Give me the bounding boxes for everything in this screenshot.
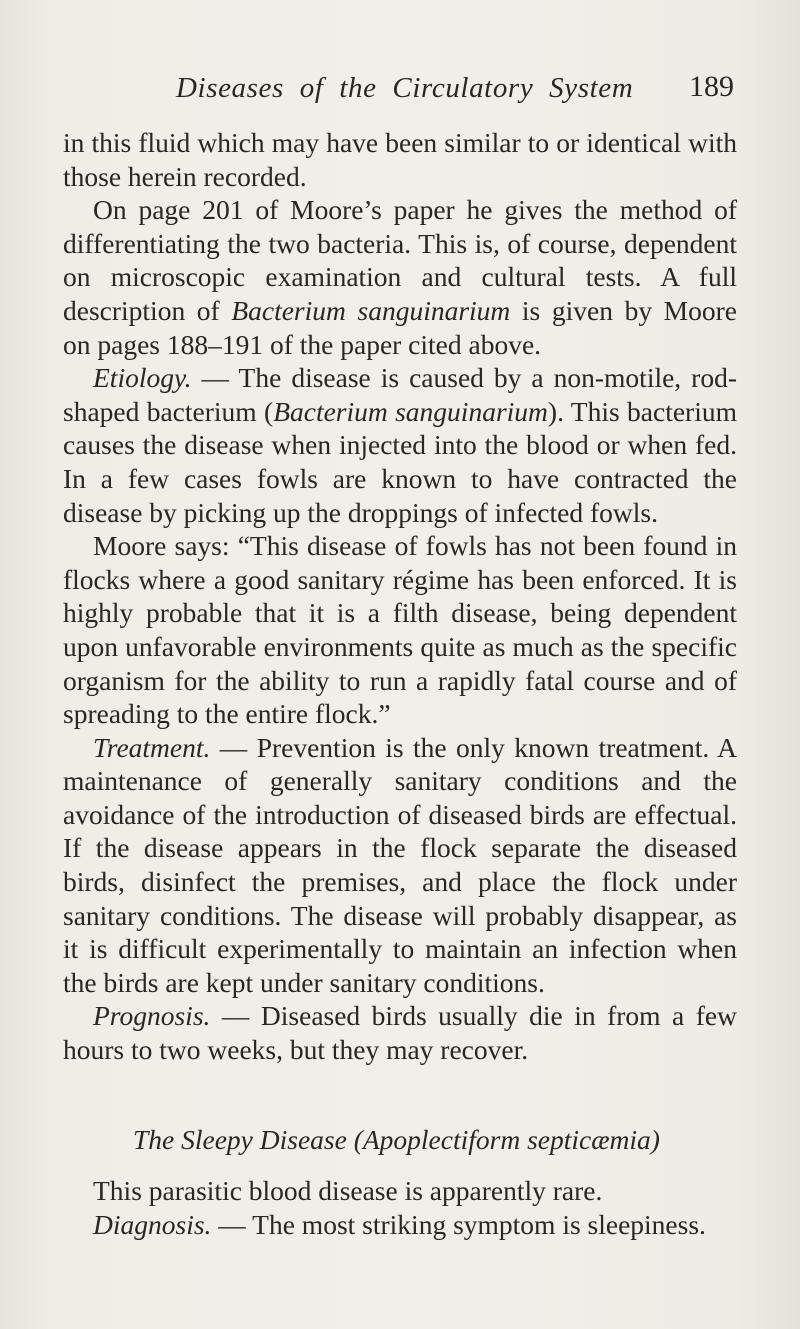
- paragraph-diagnosis: [63, 1208, 737, 1242]
- running-head: [176, 72, 736, 105]
- paragraph-rarity: This parasitic blood disease is apparently rare.: [93, 1175, 603, 1207]
- species-name: Bacterium sanguinarium: [231, 294, 511, 326]
- page-number: 189: [689, 70, 734, 103]
- diagnosis-text: — The most striking symptom is sleepiness.: [211, 1208, 706, 1240]
- diagnosis-label: Diagnosis.: [93, 1208, 212, 1240]
- treatment-text: — Prevention is the only known treatment. A maintenance of generally sanitary conditions and the avoidance of the introduction of diseased birds are effectual. If the disease appears in the flock separate the diseased birds, disinfect the premises, and place the flock under sanitary conditions. The disease will probably disappear, as it is difficult experimentally to maintain an infection when the birds are kept under sanitary conditions.: [63, 731, 737, 998]
- paragraph-continuation: in this fluid which may have been similar to or identical with those herein recorded.: [63, 127, 737, 192]
- treatment-label: Treatment.: [93, 731, 211, 763]
- etiology-text-a: — The disease is caused by a non-motile, rod-shaped bacterium (: [63, 362, 737, 427]
- etiology-label: Etiology.: [93, 362, 192, 394]
- prognosis-text: — Diseased birds usually die in from a few hours to two weeks, but they may recover.: [63, 1000, 737, 1066]
- paragraph-treatment: [63, 731, 737, 1000]
- paragraph-method-text: On page 201 of Moore’s paper he gives the method of differentiating the two bacteria. This is, of course, dependent on microscopic examination and cultural tests. A full description of: [63, 194, 737, 326]
- etiology-text-b: ). This bacterium causes the disease when injected into the blood or when fed. In a few cases fowls are known to have contracted the disease by picking up the droppings of infected fowls.: [63, 395, 737, 528]
- paragraph-moore-quote: Moore says: “This disease of fowls has not been found in flocks where a good sanitary régime has been enforced. It is highly probable that it is a filth disease, being dependent upon unfavorable environments quite as much as the specific organism for the ability to run a rapidly fatal course and of spreading to the entire flock.”: [63, 530, 737, 730]
- section-heading: The Sleepy Disease (Apoplectiform septicæmia): [133, 1123, 660, 1155]
- prognosis-label: Prognosis.: [93, 1000, 211, 1032]
- etiology-species-name: Bacterium sanguinarium: [273, 395, 548, 427]
- paragraph-prognosis: [63, 999, 737, 1066]
- running-title: Diseases of the Circulatory System: [176, 72, 634, 104]
- paragraph-method-end: is given by Moore on pages 188–191 of the paper cited above.: [63, 294, 737, 360]
- body-text: [63, 126, 737, 1241]
- paragraph-etiology: [63, 361, 737, 529]
- paragraph-method: [63, 193, 737, 361]
